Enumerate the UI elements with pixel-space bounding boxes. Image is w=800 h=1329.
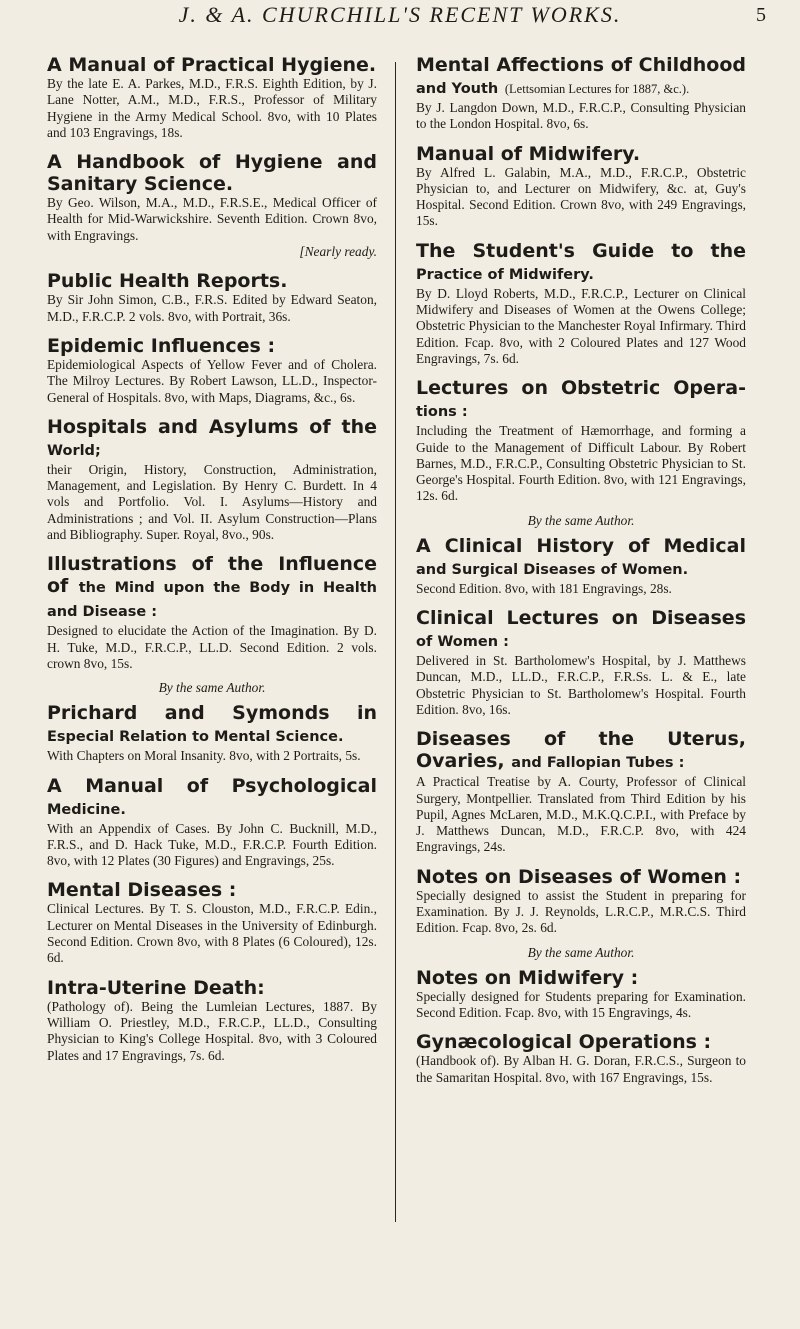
catalogue-entry (416, 377, 746, 504)
book-description: Specially designed for Students preparing for Examination. Second Edition. Fcap. 8vo, with 15 Engravings, 4s. (416, 988, 746, 1020)
book-title (47, 416, 377, 462)
book-description: Specially designed to assist the Student in preparing for Examination. By J. J. Reynolds, L.R.C.P., M.R.C.S. Third Edition. Fcap. 8vo, 2s. 6d. (416, 887, 746, 936)
book-title-main: Gynæcological Operations : (416, 1031, 712, 1054)
book-description: Second Edition. 8vo, with 181 Engravings, 28s. (416, 580, 672, 596)
book-title (416, 1031, 746, 1053)
catalogue-entry (47, 54, 377, 141)
book-title-main: Intra-Uterine Death: (47, 976, 265, 999)
book-title-main: Hospitals and Asylums of the (47, 415, 377, 438)
book-title (47, 553, 377, 623)
book-description: By Geo. Wilson, M.A., M.D., F.R.S.E., Medical Officer of Health for Mid-Warwickshire. Seventh Edition. Crown 8vo, with Engravings. (47, 195, 377, 243)
catalogue-entry (416, 535, 746, 597)
availability-note: [Nearly ready. (299, 244, 377, 260)
catalogue-entry (416, 607, 746, 718)
book-title (416, 967, 746, 989)
book-title (416, 54, 746, 100)
book-description: Designed to elucidate the Action of the Imagination. By D. H. Tuke, M.D., F.R.C.P., LL.D. Second Edition. 2 vols. crown 8vo, 15s. (47, 623, 377, 671)
right-column (416, 54, 746, 1096)
page-number: 5 (756, 4, 766, 26)
book-title (47, 775, 377, 821)
book-title-main: A Clinical History of Medical (416, 534, 746, 557)
book-title-main: Epidemic Influences : (47, 334, 276, 357)
column-divider (395, 62, 396, 1222)
book-title-continued: and Fallopian Tubes : (511, 755, 685, 772)
book-title (416, 866, 746, 888)
book-title (47, 977, 377, 999)
book-title-continued: and Youth (416, 81, 499, 97)
book-description: A Practical Treatise by A. Courty, Professor of Clinical Surgery, Montpellier. Translated from Third Edition by his Pupil, Agnes McLaren, M.D., M.K.Q.C.P.I., with Preface by J. Matthews Duncan, M.D., F.R.C.P. 8vo, with 424 Engravings, 24s. (416, 774, 746, 855)
same-author-note: By the same Author. (527, 944, 635, 960)
catalogue-entry (47, 270, 377, 325)
book-title-main: Public Health Reports. (47, 270, 288, 293)
book-title (416, 728, 746, 774)
book-description: By Sir John Simon, C.B., F.R.S. Edited by Edward Seaton, M.D., F.R.C.P. 2 vols. 8vo, with Portrait, 36s. (47, 292, 377, 324)
book-title (416, 377, 746, 423)
book-title-main: Mental Diseases : (47, 879, 237, 902)
book-description: With Chapters on Moral Insanity. 8vo, with 2 Portraits, 5s. (47, 748, 361, 764)
book-description: By D. Lloyd Roberts, M.D., F.R.C.P., Lecturer on Clinical Midwifery and Diseases of Women at the Owens College; Obstetric Physician to the Manchester Royal Infirmary. Third Edition. Fcap. 8vo, with 2 Coloured Plates and 127 Wood Engravings, 7s. 6d. (416, 285, 746, 366)
running-title: J. & A. CHURCHILL'S RECENT WORKS. (178, 2, 622, 27)
catalogue-entry (47, 879, 377, 966)
book-description: With an Appendix of Cases. By John C. Bucknill, M.D., F.R.S., and D. Hack Tuke, M.D., F.R.C.P. Fourth Edition. 8vo, with 12 Plates (30 Figures) and Engravings, 25s. (47, 820, 377, 869)
book-title-continued: of Women : (416, 634, 509, 651)
two-column-catalogue (47, 54, 765, 1304)
book-title-main: Lectures on Obstetric Opera- (416, 377, 746, 400)
book-description: (Pathology of). Being the Lumleian Lectures, 1887. By William O. Priestley, M.D., F.R.C.P., LL.D., Consulting Physician to King's College Hospital. 8vo, with 3 Coloured Plates and 17 Engravings, 7s. 6d. (47, 998, 377, 1063)
book-title (47, 335, 377, 357)
catalogue-entry (47, 553, 377, 672)
same-author-note: By the same Author. (158, 680, 266, 696)
book-title-subtitle: (Lettsomian Lectures for 1887, &c.). (504, 82, 690, 96)
book-title-continued: Practice of Midwifery. (416, 266, 594, 283)
catalogue-entry (416, 728, 746, 855)
book-description: By the late E. A. Parkes, M.D., F.R.S. Eighth Edition, by J. Lane Notter, A.M., M.D., F.R.S., Professor of Military Hygiene in the Army Medical School. 8vo, with 10 Plates and 103 Engravings, 18s. (47, 76, 377, 140)
book-title-continued: Especial Relation to Mental Science. (47, 729, 344, 746)
catalogue-entry (47, 702, 377, 764)
book-title (416, 535, 746, 581)
book-title (47, 54, 377, 76)
book-title-main: A Manual of Psychological (47, 774, 377, 797)
book-title (416, 240, 746, 286)
left-column (47, 54, 377, 1074)
book-title-main: Manual of Midwifery. (416, 142, 641, 165)
book-description: By Alfred L. Galabin, M.A., M.D., F.R.C.P., Obstetric Physician to, and Lecturer on Midwifery, &c. at, Guy's Hospital. Second Edition. Crown 8vo, with 249 Engravings, 15s. (416, 164, 746, 229)
book-title-main: A Manual of Practical Hygiene. (47, 54, 377, 76)
catalogue-entry (47, 151, 377, 260)
book-description: Including the Treatment of Hæmorrhage, and forming a Guide to the Management of Difficult Labour. By Robert Barnes, M.D., F.R.C.P., Consulting Obstetric Physician to St. George's Hospital. Fourth Edition. 8vo, with 121 Engravings, 12s. 6d. (416, 423, 746, 504)
catalogue-entry (416, 1031, 746, 1086)
book-title-main: Notes on Diseases of Women : (416, 865, 742, 888)
book-title-continued: the Mind upon the Body in Health and Disease : (47, 580, 377, 621)
catalogue-entry (47, 977, 377, 1064)
catalogue-entry (47, 416, 377, 543)
book-title-main: The Student's Guide to the (416, 239, 746, 262)
book-title-continued: tions : (416, 404, 468, 421)
catalogue-entry (416, 967, 746, 1022)
book-title-main: Notes on Midwifery : (416, 966, 639, 989)
book-title-main: Clinical Lectures on Diseases (416, 607, 746, 630)
book-title (47, 270, 377, 292)
book-title (47, 702, 377, 748)
same-author-note: By the same Author. (527, 512, 635, 528)
catalogue-entry (47, 775, 377, 870)
book-title-continued: World; (47, 442, 101, 459)
book-description: Delivered in St. Bartholomew's Hospital, by J. Matthews Duncan, M.D., LL.D., F.R.C.P., F.R.Ss. L. & E., late Obstetric Physician to St. Bartholomew's Hospital. Fourth Edition. 8vo, 16s. (416, 653, 746, 717)
catalogue-entry (416, 866, 746, 937)
book-title-continued: Medicine. (47, 801, 126, 818)
book-description: their Origin, History, Construction, Administration, Management, and Legislation. By Henry C. Burdett. In 4 vols and Portfolio. Vol. I. Asylums—History and Administrations ; and Vol. II. Asylum Construction—Plans and Bibliography. Super. Royal, 8vo., 90s. (47, 461, 377, 543)
book-description: Epidemiological Aspects of Yellow Fever and of Cholera. The Milroy Lectures. By Robert Lawson, LL.D., Inspector-General of Hospitals. 8vo, with Maps, Diagrams, &c., 6s. (47, 356, 377, 405)
book-title (47, 151, 377, 195)
catalogue-entry (47, 335, 377, 406)
catalogue-entry (416, 240, 746, 367)
book-title-main: Diseases of the Uterus, Ovaries, (416, 728, 746, 773)
book-title-main: Prichard and Symonds in (47, 702, 377, 725)
book-description: (Handbook of). By Alban H. G. Doran, F.R.C.S., Surgeon to the Samaritan Hospital. 8vo, with 167 Engravings, 15s. (416, 1053, 746, 1085)
catalogue-entry (416, 54, 746, 133)
book-description: Clinical Lectures. By T. S. Clouston, M.D., F.R.C.P. Edin., Lecturer on Mental Diseases in the University of Edinburgh. Second Edition. Crown 8vo, with 8 Plates (6 Coloured), 12s. 6d. (47, 901, 377, 966)
book-title (416, 143, 746, 165)
book-title (47, 879, 377, 901)
book-title-main: Mental Affections of Childhood (416, 54, 746, 76)
running-head (0, 0, 800, 36)
book-title (416, 607, 746, 653)
book-description: By J. Langdon Down, M.D., F.R.C.P., Consulting Physician to the London Hospital. 8vo, 6s. (416, 100, 746, 132)
book-title-main: Illustrations of the Influence of (47, 553, 377, 598)
catalogue-entry (416, 143, 746, 230)
book-title-main: A Handbook of Hygiene and Sanitary Science. (47, 151, 377, 196)
book-title-continued: and Surgical Diseases of Women. (416, 561, 689, 578)
